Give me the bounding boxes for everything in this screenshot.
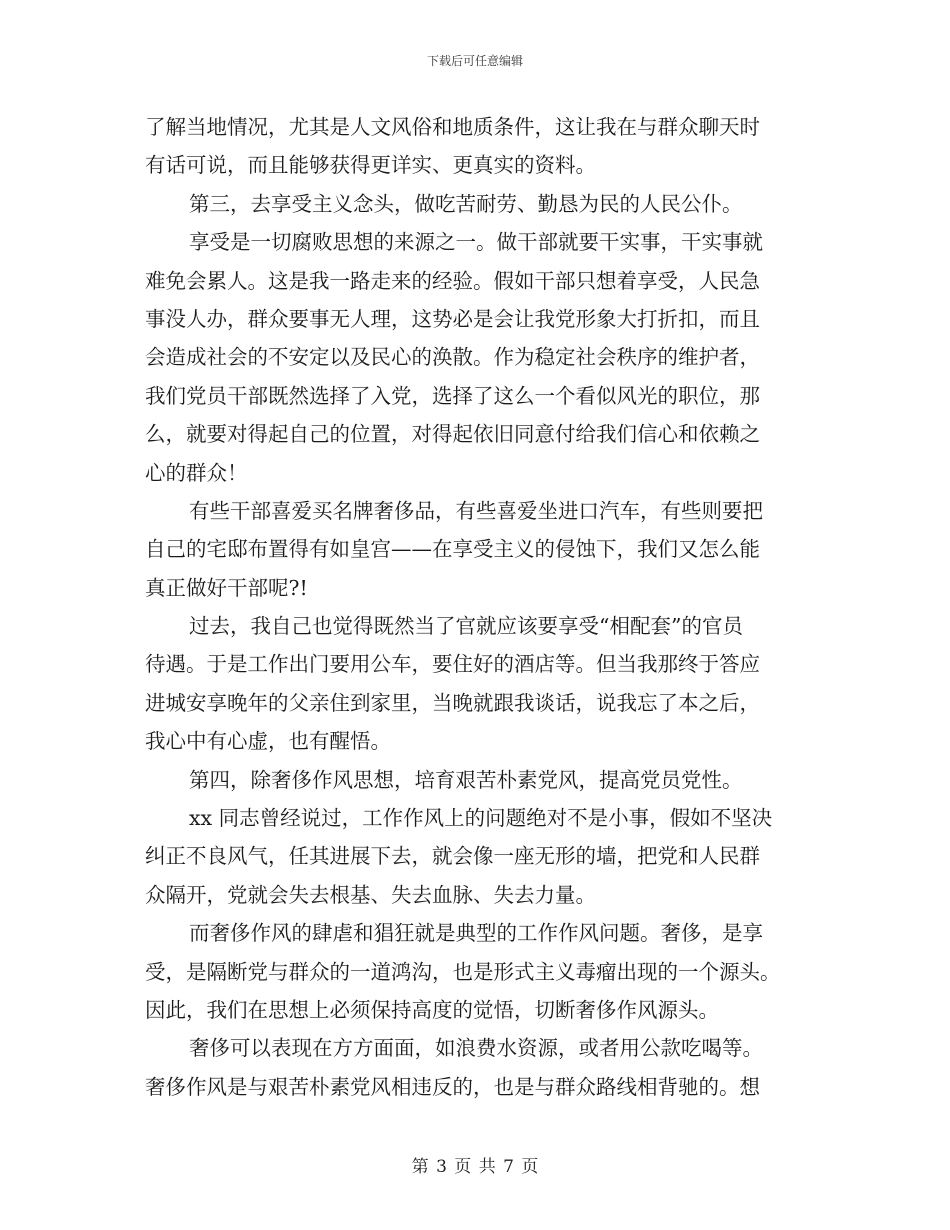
text-line: 么，就要对得起自己的位置，对得起依旧同意付给我们信心和依赖之 — [145, 422, 760, 447]
text-line: 会造成社会的不安定以及民心的涣散。作为稳定社会秩序的维护者， — [145, 345, 760, 370]
text-line: 过去，我自己也觉得既然当了官就应该要享受“相配套”的官员 — [189, 614, 743, 639]
text-line: 难免会累人。这是我一路走来的经验。假如干部只想着享受，人民急 — [145, 268, 760, 293]
text-line: 众隔开，党就会失去根基、失去血脉、失去力量。 — [145, 882, 596, 907]
text-line: 受，是隔断党与群众的一道鸿沟，也是形式主义毒瘤出现的一个源头。 — [145, 959, 781, 984]
text-line: 有些干部喜爱买名牌奢侈品，有些喜爱坐进口汽车，有些则要把 — [189, 498, 763, 523]
page-number-footer: 第 3 页 共 7 页 — [411, 1157, 539, 1177]
page-header-note: 下载后可任意编辑 — [426, 54, 523, 68]
text-line: 自己的宅邸布置得有如皇宫——在享受主义的侵蚀下，我们又怎么能 — [145, 537, 760, 562]
text-line: 而奢侈作风的肆虐和猖狂就是典型的工作作风问题。奢侈，是享 — [189, 921, 763, 946]
text-line: 第三，去享受主义念头，做吃苦耐劳、勤恳为民的人民公仆。 — [189, 191, 743, 216]
text-line: 真正做好干部呢?! — [145, 575, 308, 600]
document-body — [145, 108, 810, 1106]
text-line: 进城安享晚年的父亲住到家里，当晚就跟我谈话，说我忘了本之后， — [145, 690, 760, 715]
text-line: 事没人办，群众要事无人理，这势必是会让我党形象大打折扣，而且 — [145, 306, 760, 331]
text-line: 我们党员干部既然选择了入党，选择了这么一个看似风光的职位，那 — [145, 383, 760, 408]
text-line: 享受是一切腐败思想的来源之一。做干部就要干实事，干实事就 — [189, 230, 763, 255]
text-line: 心的群众！ — [145, 460, 248, 485]
text-line: 第四，除奢侈作风思想，培育艰苦朴素党风，提高党员党性。 — [189, 767, 743, 792]
text-line: 纠正不良风气，任其进展下去，就会像一座无形的墙，把党和人民群 — [145, 844, 760, 869]
text-line: 有话可说，而且能够获得更详实、更真实的资料。 — [145, 153, 596, 178]
text-line: 奢侈作风是与艰苦朴素党风相违反的，也是与群众路线相背驰的。想 — [145, 1074, 760, 1099]
text-line: 待遇。于是工作出门要用公车，要住好的酒店等。但当我那终于答应 — [145, 652, 760, 677]
text-line: 了解当地情况，尤其是人文风俗和地质条件，这让我在与群众聊天时 — [145, 115, 760, 139]
text-line: 我心中有心虚，也有醒悟。 — [145, 729, 391, 754]
text-line: 因此，我们在思想上必须保持高度的觉悟，切断奢侈作风源头。 — [145, 997, 719, 1022]
text-line: xx 同志曾经说过，工作作风上的问题绝对不是小事，假如不坚决 — [189, 806, 773, 831]
text-line: 奢侈可以表现在方方面面，如浪费水资源，或者用公款吃喝等。 — [189, 1036, 763, 1061]
